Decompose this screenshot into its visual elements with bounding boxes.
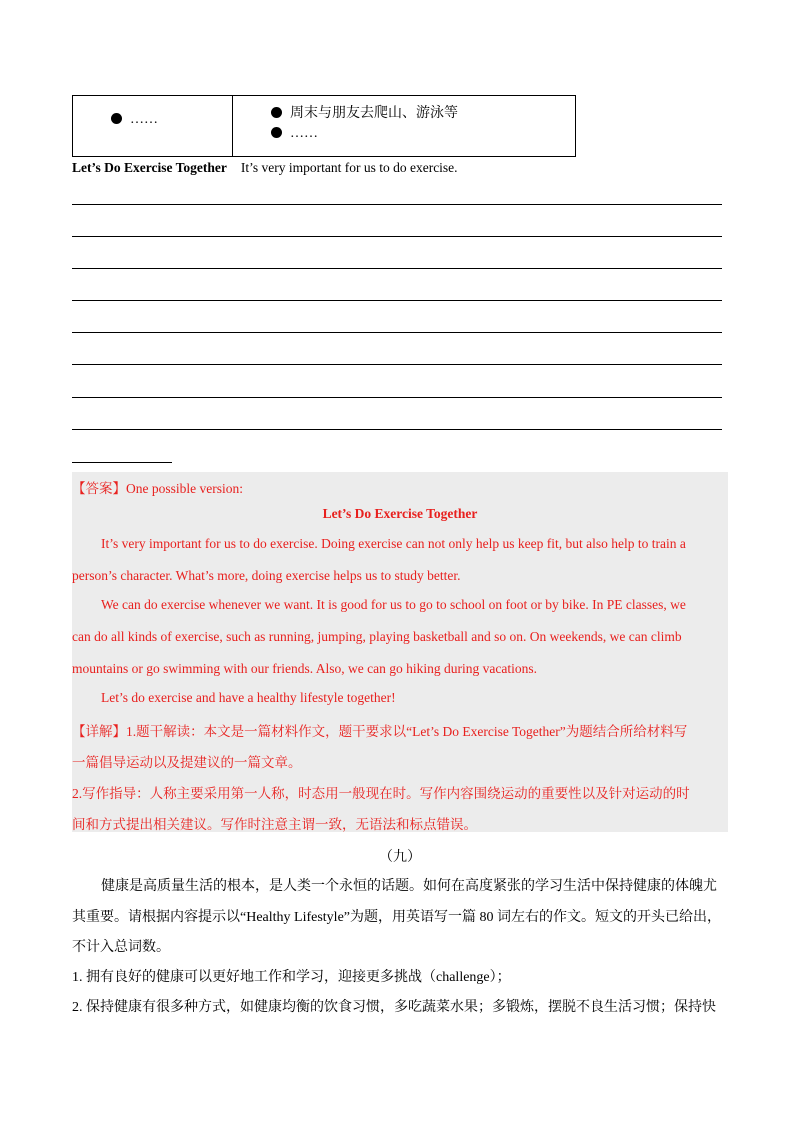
detail-tag: 【详解】 <box>72 724 126 739</box>
table-right-item-2 <box>271 126 318 142</box>
table-left-cell <box>111 112 158 128</box>
answer-line: can do all kinds of exercise, such as running, jumping, playing basketball and so on. On weekends, we can climb <box>72 629 682 644</box>
detail-text: 1.题干解读：本文是一篇材料作文，题干要求以“Let’s Do Exercise Together”为题结合所给材料写 <box>126 724 688 739</box>
answer-tag: 【答案】 <box>72 481 126 496</box>
table-right-text-2: …… <box>290 126 318 141</box>
answer-header <box>72 477 243 497</box>
answer-line: We can do exercise whenever we want. It is good for us to go to school on foot or by bike. In PE classes, we <box>101 597 686 612</box>
writing-line <box>72 397 722 398</box>
answer-header-text: One possible version: <box>126 481 243 496</box>
answer-line: person’s character. What’s more, doing exercise helps us to study better. <box>72 568 461 583</box>
section-line: 1. 拥有良好的健康可以更好地工作和学习，迎接更多挑战（challenge）； <box>72 970 511 985</box>
bullet-icon <box>111 113 122 124</box>
section-line: 其重要。请根据内容提示以“Healthy Lifestyle”为题，用英语写一篇 80 词左右的作文。短文的开头已给出， <box>72 910 722 925</box>
end-rule <box>72 462 172 463</box>
essay-title: Let’s Do Exercise Together <box>72 160 227 175</box>
section-line: 不计入总词数。 <box>72 940 170 955</box>
writing-line <box>72 429 722 430</box>
section-line: 2. 保持健康有很多种方式，如健康均衡的饮食习惯，多吃蔬菜水果；多锻炼，摆脱不良生活习惯；保持快 <box>72 1000 716 1015</box>
writing-line <box>72 204 722 205</box>
writing-line <box>72 300 722 301</box>
hint-table <box>72 95 576 157</box>
writing-line <box>72 268 722 269</box>
bullet-icon <box>271 107 282 118</box>
answer-line: It’s very important for us to do exercise. Doing exercise can not only help us keep fit, but also help to train a <box>101 536 686 551</box>
writing-line <box>72 364 722 365</box>
bullet-icon <box>271 127 282 138</box>
answer-box <box>72 472 728 832</box>
detail-line <box>72 720 687 740</box>
answer-title: Let’s Do Exercise Together <box>322 506 478 521</box>
table-right-item-1 <box>271 102 458 122</box>
answer-line: mountains or go swimming with our friends. Also, we can go hiking during vacations. <box>72 661 537 676</box>
table-right-text-1: 周末与朋友去爬山、游泳等 <box>290 106 458 121</box>
essay-title-line <box>72 160 458 176</box>
section-heading: （九） <box>379 850 421 865</box>
detail-line: 2.写作指导：人称主要采用第一人称，时态用一般现在时。写作内容围绕运动的重要性以及针对运动的时 <box>72 786 690 801</box>
essay-opening: It’s very important for us to do exercise. <box>240 160 458 175</box>
table-divider <box>232 96 233 156</box>
table-left-text: …… <box>130 112 158 127</box>
detail-line: 一篇倡导运动以及提建议的一篇文章。 <box>72 755 302 770</box>
writing-line <box>72 236 722 237</box>
answer-line: Let’s do exercise and have a healthy lifestyle together! <box>101 690 396 705</box>
writing-line <box>72 332 722 333</box>
section-line: 健康是高质量生活的根本，是人类一个永恒的话题。如何在高度紧张的学习生活中保持健康的体魄尤 <box>101 879 717 894</box>
detail-line: 间和方式提出相关建议。写作时注意主谓一致，无语法和标点错误。 <box>72 817 477 832</box>
